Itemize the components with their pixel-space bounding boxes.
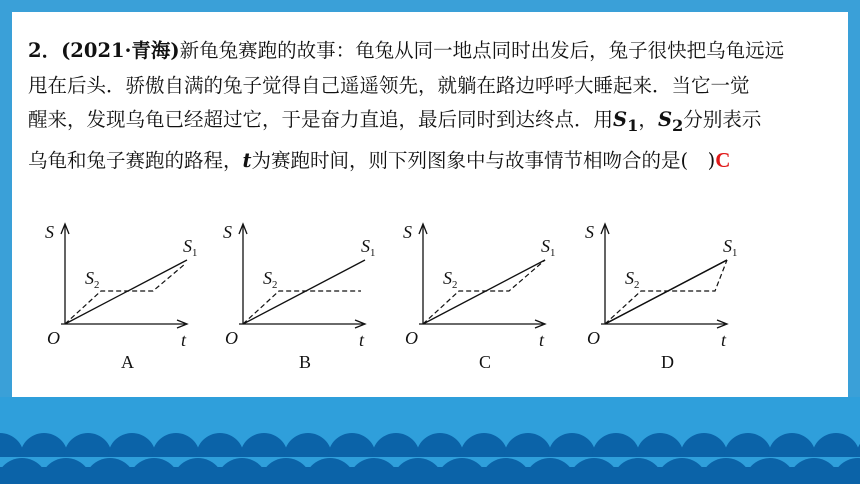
answer-mark: C [715,148,731,173]
wave-back-13 [548,433,596,457]
wave-back-10 [416,433,464,457]
question-source: (2021·青海) [61,39,180,62]
question-line-3-end: 分别表示 [683,108,762,131]
wave-back-7 [284,433,332,457]
slide-border-top [0,0,860,12]
graph-b-s2-label-sub: 2 [272,279,278,291]
wave-back-11 [460,433,508,457]
var-s2: S [657,108,673,131]
graph-c-s1-label: $S_1$ [541,236,556,259]
question-text [28,34,828,179]
wave-back-6 [240,433,288,457]
question-line-2 [28,69,828,104]
graph-d-option-label: D [661,352,674,372]
graph-b-s1-line [243,260,365,324]
wave-back-5 [196,433,244,457]
graph-b-x-label: t [359,330,365,350]
graph-a-s1-line [65,260,187,324]
graph-b-s1-label-sub: 1 [370,247,376,259]
graph-b-origin-label: O [225,328,238,348]
graph-c-y-label: S [403,222,412,242]
graph-c-origin-label: O [405,328,418,348]
graph-c-option-label: C [479,352,492,372]
graph-d-origin-label: O [587,328,600,348]
question-line-3 [28,103,828,143]
graph-a-s1-label-sub: 1 [192,247,198,259]
question-line-4-end: 为赛跑时间，则下列图象中与故事情节相吻合的是( ) [251,149,716,173]
wave-base [0,467,860,484]
graph-b-option-label: B [299,352,312,372]
var-s1-sub: 1 [627,115,639,135]
var-t: t [242,149,252,173]
graph-c-s1-label-sub: 1 [550,247,556,259]
wave-back-2 [64,433,112,457]
question-line-4 [28,143,828,179]
graph-a-s2-label-sub: 2 [94,279,100,291]
graphs-svg [33,218,750,380]
graph-d-y-label: S [585,222,594,242]
graph-b-s2-label: $S_2$ [263,268,278,291]
wave-back-14 [592,433,640,457]
graph-options [33,218,750,380]
graph-d-s1-label: $S_1$ [723,236,738,259]
graph-a-origin-label: O [47,328,60,348]
graph-d-s2-label-sub: 2 [634,279,640,291]
graph-d-s1-label-sub: 1 [732,247,738,259]
graph-d-x-label: t [721,330,727,350]
question-line-4-start: 乌龟和兔子赛跑的路程， [28,149,243,173]
wave-back-18 [768,433,816,457]
graph-c-s1-line [423,260,545,324]
wave-back-1 [20,433,68,457]
question-line-3-text: 醒来，发现乌龟已经超过它，于是奋力直追，最后同时到达终点．用 [28,108,614,131]
var-s1: S [613,108,628,131]
wave-decoration [0,397,860,484]
graph-c-x-label: t [539,330,545,350]
question-line-1-text: 新龟兔赛跑的故事：龟兔从同一地点同时出发后，兔子很快把乌龟远远 [179,39,785,62]
graph-d-s1-line-extra [605,260,727,324]
graph-d-s2-label: $S_2$ [625,268,640,291]
wave-back-16 [680,433,728,457]
graph-a-option-label: A [121,352,134,372]
wave-back-9 [372,433,420,457]
wave-back-12 [504,433,552,457]
question-number: 2． [28,39,62,62]
graph-c-s2-label-sub: 2 [452,279,458,291]
wave-back-8 [328,433,376,457]
question-line-1 [28,34,828,69]
graph-a-x-label: t [181,330,187,350]
wave-back-19 [812,433,860,457]
var-s2-sub: 2 [672,115,684,135]
wave-back-17 [724,433,772,457]
graph-b-s2-line [243,291,361,324]
graph-c-s2-label: $S_2$ [443,268,458,291]
wave-back-3 [108,433,156,457]
graph-a-s1-label: $S_1$ [183,236,198,259]
wave-back-4 [152,433,200,457]
graph-b-s1-label: $S_1$ [361,236,376,259]
separator: ， [638,108,658,131]
question-line-2-text: 甩在后头．骄傲自满的兔子觉得自己遥遥领先，就躺在路边呼呼大睡起来．当它一觉 [28,73,750,97]
graph-a-s2-label: $S_2$ [85,268,100,291]
wave-back-15 [636,433,684,457]
graph-b-y-label: S [223,222,232,242]
graph-a-y-label: S [45,222,54,242]
